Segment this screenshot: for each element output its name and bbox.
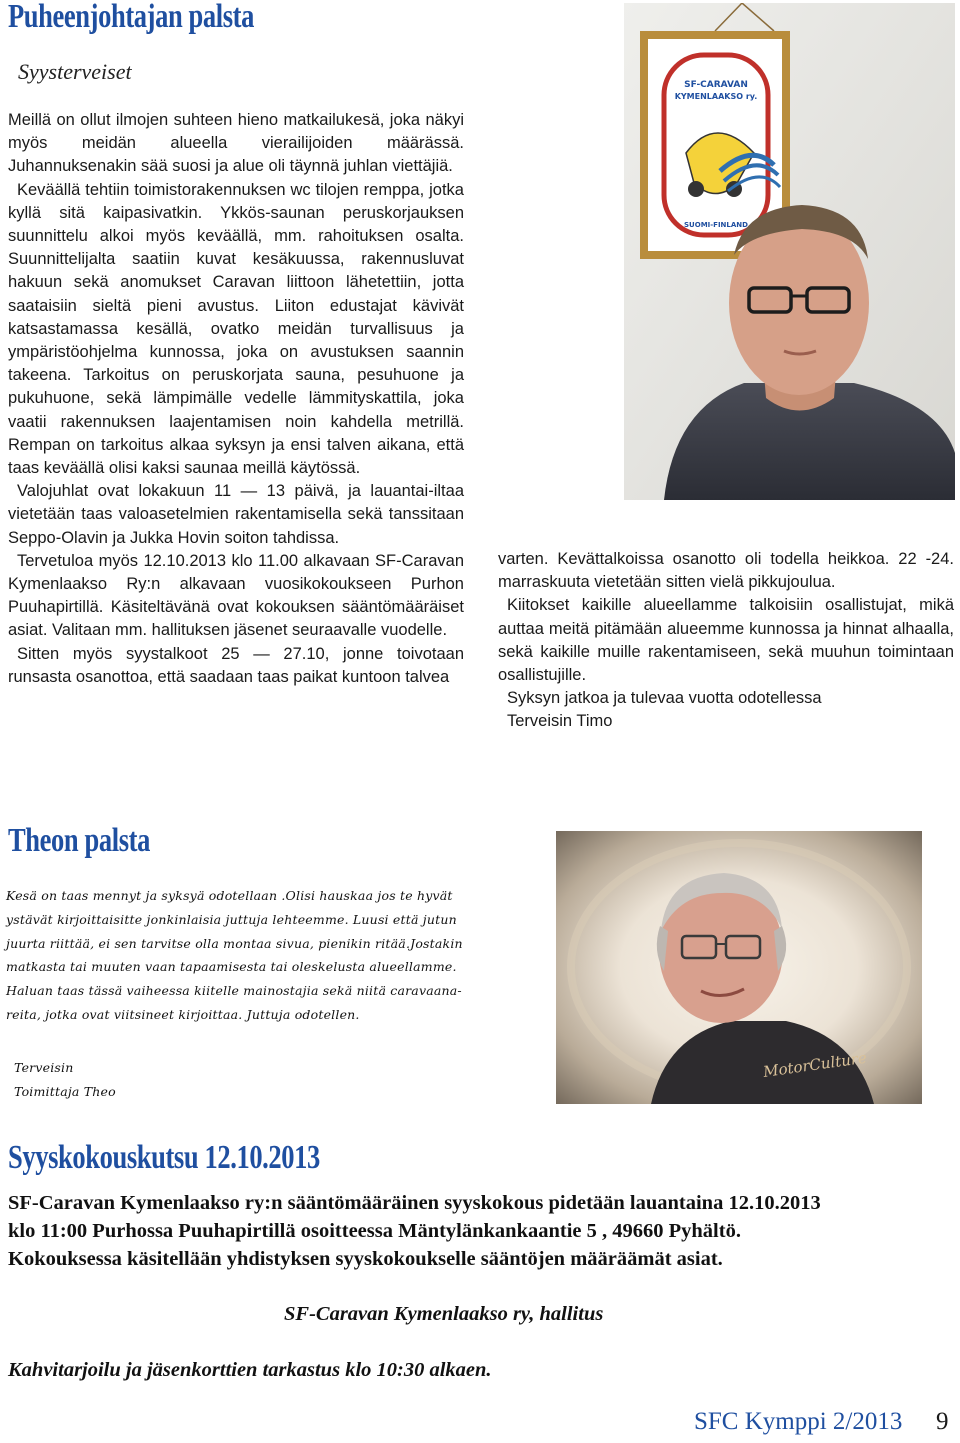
paragraph: Tervetuloa myös 12.10.2013 klo 11.00 alkavaan SF-Caravan Kymenlaakso Ry:n alkavaan vuosikokoukseen Purhon Puuhapirtillä. Käsiteltävänä ovat kokouksen sääntömääräiset asiat. Valitaan mm. hallituksen jäsenet seuraavalle vuodelle. [8, 551, 464, 640]
paragraph: Terveisin Timo [507, 712, 613, 731]
paragraph: Sitten myös syystalkoot 25 — 27.10, jonne toivotaan runsasta osanottoa, että saadaan taas paikat kuntoon talvea [8, 644, 464, 686]
text-line: Haluan taas tässä vaiheessa kiitelle mainostajia sekä niitä caravaana- [6, 983, 462, 999]
paragraph: Keväällä tehtiin toimistorakennuksen wc tilojen remppa, jotka kyllä sitä kaipasivatkin. Ykkös-saunan peruskorjauksen suunnittelu alkoi myös keväällä, mm. rahoituksen osalta. Suunnittelijalta saatiin kuvat kesäkuussa, rakennusluvat hakuun sekä anomukset Caravan liittoon lähetettiin, jotta saataisiin sieltä pieni avustus. Liiton edustajat kävivät katsastamassa kesällä, ovatko meidän turvallisuus ja ympäristöohjelma kunnossa, joka on avustuksen saannin takeena. Tarkoitus on peruskorjata sauna, pesuhuone ja pukuhuone, sekä lämpimälle vedelle lämmityskattila, joka vaatii rakennuksen laajentamisen noin kahdella metrillä. Rempan on tarkoitus alkaa syksyn ja ensi talven aikana, että taas keväällä olisi kaksi saunaa meillä käytössä. [8, 180, 464, 478]
portrait-photo [624, 3, 955, 500]
chairman-photo [624, 3, 955, 500]
text-line: reita, jotka ovat viitsineet kirjoittaa. Juttuja odotellen. [6, 1006, 360, 1022]
portrait-photo [556, 831, 922, 1104]
text-line: Kesä on taas mennyt ja syksyä odotellaan .Olisi hauskaa jos te hyvät [6, 888, 453, 903]
paragraph: Meillä on ollut ilmojen suhteen hieno matkailukesä, joka näkyi myös meidän alueella vierailijoiden määrässä. Juhannuksenakin sää suosi ja alue oli täynnä juhlan viettäjiä. [8, 111, 464, 176]
text-line: ystävät kirjoittaisitte jonkinlaisia juttuja lehteemme. Luusi että jutun [6, 911, 457, 927]
chair-column-subtitle: Syysterveiset [18, 59, 132, 84]
paragraph: Kiitokset kaikille alueellamme talkoisiin osallistujat, mikä auttaa meitä pitämään alueemme kunnossa ja hinnat alhaalla, sekä kaikille muille rakentamiseen, sekä muuhun toimintaan osallistujille. [498, 596, 954, 685]
meeting-invitation-text [8, 1189, 958, 1273]
paragraph: varten. Kevättalkoissa osanotto oli todella heikkoa. 22 -24. marraskuuta vietetään sitten vielä pikkujoulua. [498, 550, 954, 592]
theo-column-title: Theon palsta [8, 822, 150, 859]
svg-text:KYMENLAAKSO ry.: KYMENLAAKSO ry. [674, 92, 758, 101]
svg-text:SUOMI-FINLAND: SUOMI-FINLAND [684, 221, 748, 229]
text-line: SF-Caravan Kymenlaakso ry:n sääntömääräinen syyskokous pidetään lauantaina 12.10.2013 [8, 1192, 821, 1214]
theo-signature-name: Toimittaja Theo [14, 1084, 116, 1099]
chair-column-right-text [498, 548, 954, 734]
text-line: matkasta tai muuten vaan tapaamisesta tai oleskelusta alueellamme. [6, 959, 457, 975]
paragraph: Syksyn jatkoa ja tulevaa vuotta odotellessa [507, 689, 822, 708]
chair-column-title: Puheenjohtajan palsta [8, 0, 254, 35]
theo-photo [556, 831, 922, 1104]
theo-signature-greeting: Terveisin [14, 1060, 74, 1075]
theo-column-text [6, 884, 546, 1027]
text-line: Kokouksessa käsitellään yhdistyksen syyskokoukselle sääntöjen määräämät asiat. [8, 1248, 723, 1270]
text-line: juurta riittää, ei sen tarvitse olla montaa sivua, pienikin ritää.Jostakin [6, 935, 463, 951]
meeting-signature: SF-Caravan Kymenlaakso ry, hallitus [284, 1303, 604, 1325]
svg-text:SF-CARAVAN: SF-CARAVAN [684, 80, 748, 90]
coffee-note: Kahvitarjoilu ja jäsenkorttien tarkastus klo 10:30 alkaen. [8, 1359, 492, 1381]
text-line: klo 11:00 Purhossa Puuhapirtillä osoitteessa Mäntylänkankaantie 5 , 49660 Pyhältö. [8, 1220, 741, 1242]
publication-name: SFC Kymppi 2/2013 [694, 1408, 903, 1435]
page-number: 9 [936, 1408, 949, 1435]
shirt-print: MotorCulture [762, 1048, 868, 1081]
meeting-title: Syyskokouskutsu 12.10.2013 [8, 1139, 320, 1176]
paragraph: Valojuhlat ovat lokakuun 11 — 13 päivä, ja lauantai-iltaa vietetään taas valoasetelmien rakentamisella sekä tanssitaan Seppo-Olavin ja Jukka Hovin soiton tahdissa. [8, 482, 464, 547]
chair-column-left-text [8, 109, 464, 689]
